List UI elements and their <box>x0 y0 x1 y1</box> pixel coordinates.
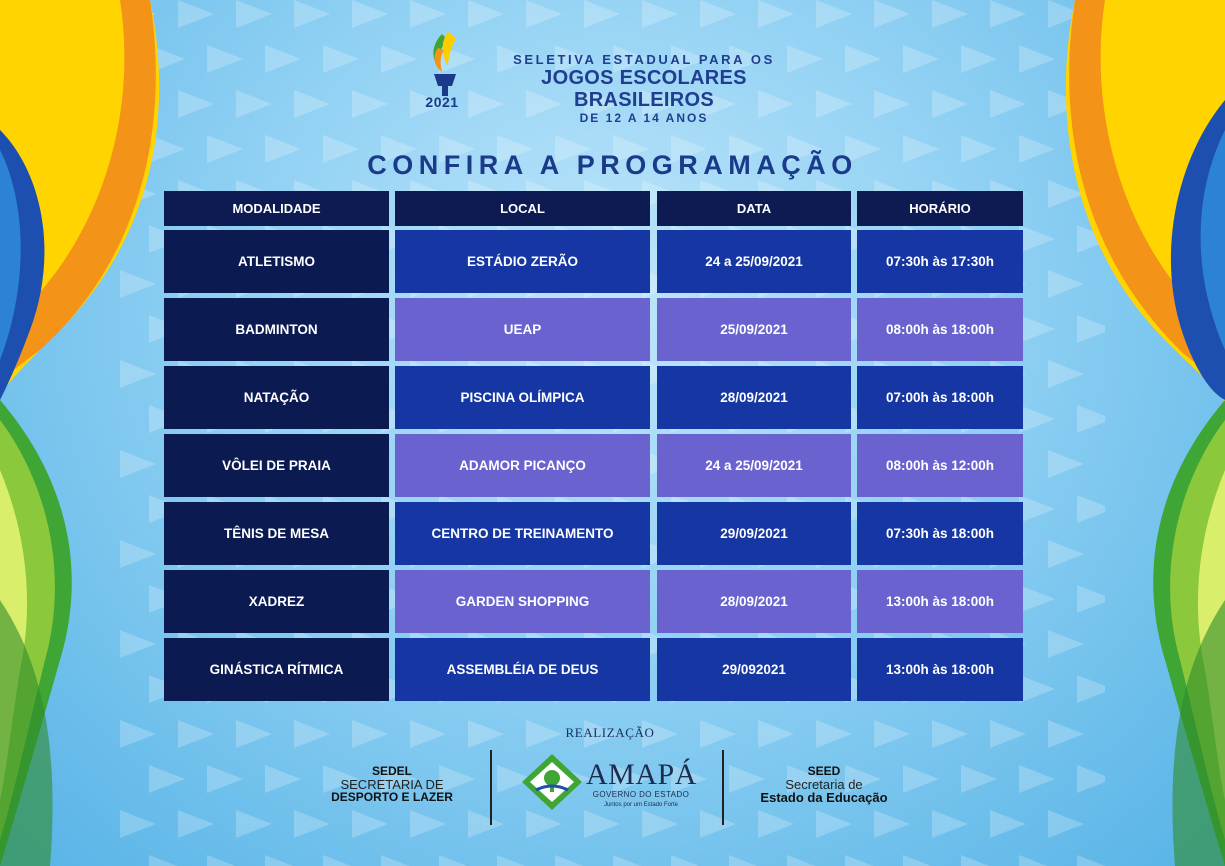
table-cell-data: 24 a 25/09/2021 <box>657 434 851 497</box>
header-line-2: JOGOS ESCOLARES BRASILEIROS <box>541 67 747 111</box>
table-cell-horario: 07:30h às 17:30h <box>857 230 1023 293</box>
table-cell-modalidade: TÊNIS DE MESA <box>164 502 389 565</box>
table-cell-modalidade: NATAÇÃO <box>164 366 389 429</box>
table-cell-modalidade: GINÁSTICA RÍTMICA <box>164 638 389 701</box>
table-cell-horario: 07:30h às 18:00h <box>857 502 1023 565</box>
header-line-1: SELETIVA ESTADUAL PARA OS <box>513 52 775 67</box>
table-cell-data: 28/09/2021 <box>657 366 851 429</box>
event-header <box>476 52 812 125</box>
seed-line-2: Estado da Educação <box>760 790 888 805</box>
table-cell-horario: 07:00h às 18:00h <box>857 366 1023 429</box>
table-cell-horario: 08:00h às 12:00h <box>857 434 1023 497</box>
table-cell-local: GARDEN SHOPPING <box>395 570 650 633</box>
table-cell-modalidade: XADREZ <box>164 570 389 633</box>
table-cell-local: PISCINA OLÍMPICA <box>395 366 650 429</box>
amapa-emblem-icon <box>520 752 584 812</box>
table-cell-data: 24 a 25/09/2021 <box>657 230 851 293</box>
header-modalidade: MODALIDADE <box>164 191 389 226</box>
sedel-logo <box>318 765 466 804</box>
table-cell-local: ESTÁDIO ZERÃO <box>395 230 650 293</box>
seed-abbr: SEED <box>807 764 841 778</box>
sedel-line-2: DESPORTO E LAZER <box>331 790 453 804</box>
sedel-abbr: SEDEL <box>371 764 412 778</box>
table-cell-horario: 08:00h às 18:00h <box>857 298 1023 361</box>
amapa-tagline: Juntos por um Estado Forte <box>603 802 679 808</box>
table-cell-data: 29/092021 <box>657 638 851 701</box>
sedel-line-1: SECRETARIA DE <box>340 777 444 792</box>
header-local: LOCAL <box>395 191 650 226</box>
right-wave-decoration <box>1055 0 1225 866</box>
amapa-subtitle: GOVERNO DO ESTADO <box>592 790 690 799</box>
seed-line-1: Secretaria de <box>785 777 863 792</box>
table-cell-data: 25/09/2021 <box>657 298 851 361</box>
page-title: CONFIRA A PROGRAMAÇÃO <box>367 150 858 180</box>
header-line-3: DE 12 A 14 ANOS <box>579 111 709 125</box>
divider <box>490 750 492 825</box>
seed-logo <box>748 765 900 804</box>
table-cell-data: 29/09/2021 <box>657 502 851 565</box>
amapa-name: AMAPÁ <box>586 758 697 791</box>
table-cell-local: ASSEMBLÉIA DE DEUS <box>395 638 650 701</box>
table-cell-horario: 13:00h às 18:00h <box>857 638 1023 701</box>
table-cell-horario: 13:00h às 18:00h <box>857 570 1023 633</box>
table-cell-local: CENTRO DE TREINAMENTO <box>395 502 650 565</box>
header-horario: HORÁRIO <box>857 191 1023 226</box>
header-data: DATA <box>657 191 851 226</box>
table-cell-modalidade: VÔLEI DE PRAIA <box>164 434 389 497</box>
table-cell-local: ADAMOR PICANÇO <box>395 434 650 497</box>
divider <box>722 750 724 825</box>
left-wave-decoration <box>0 0 170 866</box>
table-cell-data: 28/09/2021 <box>657 570 851 633</box>
logo-year: 2021 <box>425 94 459 110</box>
table-cell-local: UEAP <box>395 298 650 361</box>
table-cell-modalidade: BADMINTON <box>164 298 389 361</box>
table-cell-modalidade: ATLETISMO <box>164 230 389 293</box>
realizacao-label: REALIZAÇÃO <box>565 725 655 740</box>
